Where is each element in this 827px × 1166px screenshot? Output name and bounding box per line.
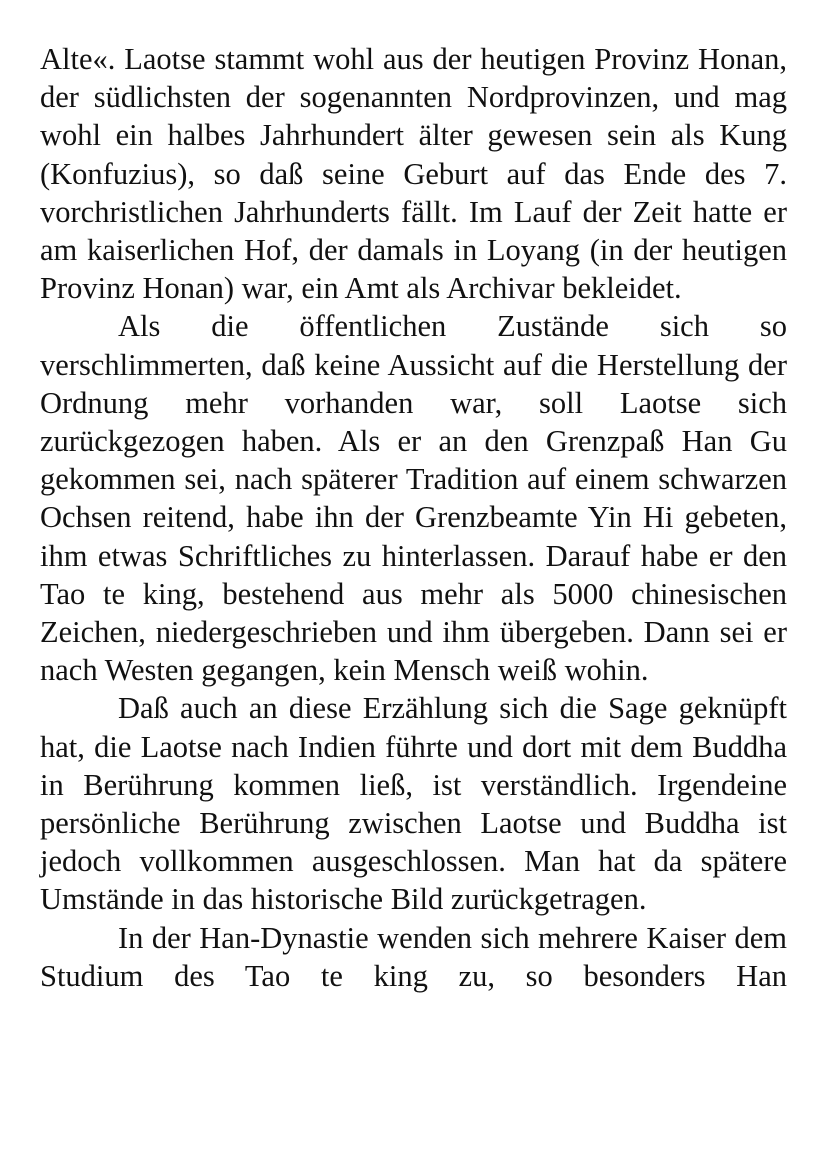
paragraph-3: Daß auch an diese Erzählung sich die Sage geknüpft hat, die Laotse nach Indien führte und dort mit dem Buddha in Berührung kommen ließ, ist verständlich. Irgendeine persönliche Berührung zwischen Laotse und Buddha ist jedoch vollkommen ausgeschlossen. Man hat da spätere Umstände in das historische Bild zurückgetragen. <box>40 691 787 917</box>
paragraph-4: In der Han-Dynastie wenden sich mehrere Kaiser dem Studium des Tao te king zu, so besonders Han <box>40 920 787 993</box>
paragraph-1: Alte«. Laotse stammt wohl aus der heutigen Provinz Honan, der südlichsten der sogenannten Nordprovinzen, und mag wohl ein halbes Jahrhundert älter gewesen sein als Kung (Konfuzius), so daß seine Geburt auf das Ende des 7. vorchristlichen Jahrhunderts fällt. Im Lauf der Zeit hatte er am kaiserlichen Hof, der damals in Loyang (in der heutigen Provinz Honan) war, ein Amt als Archivar bekleidet. <box>40 42 787 306</box>
body-text <box>40 40 787 995</box>
paragraph-2: Als die öffentlichen Zustände sich so verschlimmerten, daß keine Aussicht auf die Herstellung der Ordnung mehr vorhanden war, soll Laotse sich zurückgezogen haben. Als er an den Grenzpaß Han Gu gekommen sei, nach späterer Tradition auf einem schwarzen Ochsen reitend, habe ihn der Grenzbeamte Yin Hi gebeten, ihm etwas Schriftliches zu hinterlassen. Darauf habe er den Tao te king, bestehend aus mehr als 5000 chinesischen Zeichen, niedergeschrieben und ihm übergeben. Dann sei er nach Westen gegangen, kein Mensch weiß wohin. <box>40 309 787 688</box>
